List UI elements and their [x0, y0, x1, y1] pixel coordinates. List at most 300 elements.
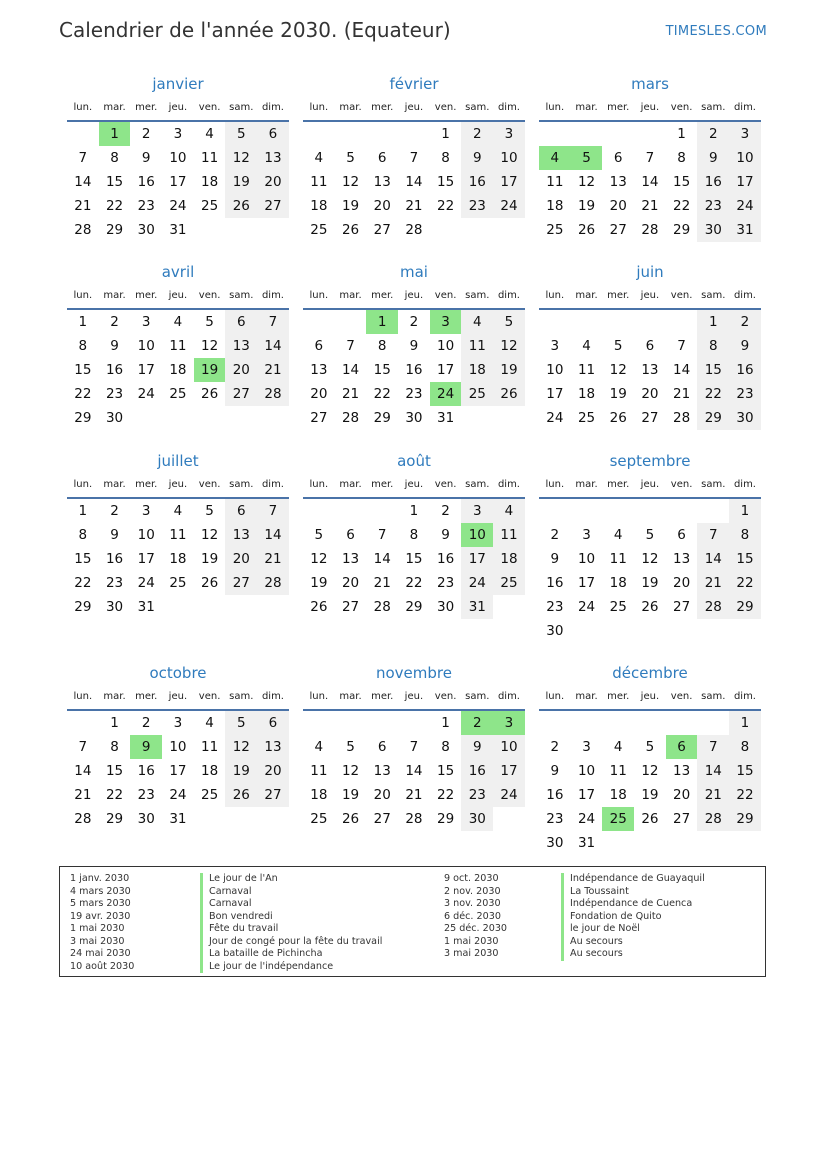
- day-cell[interactable]: 6: [377, 739, 387, 755]
- day-cell[interactable]: 11: [609, 763, 627, 779]
- day-cell[interactable]: 10: [169, 150, 187, 166]
- day-cell[interactable]: 7: [377, 527, 387, 543]
- day-cell[interactable]: 30: [546, 835, 564, 851]
- day-cell[interactable]: 13: [257, 735, 289, 759]
- day-cell[interactable]: 25: [169, 575, 187, 591]
- day-cell[interactable]: 10: [169, 739, 187, 755]
- day-cell[interactable]: 13: [341, 551, 360, 567]
- day-cell[interactable]: 28: [74, 811, 92, 827]
- day-cell[interactable]: 4: [314, 739, 324, 755]
- day-cell[interactable]: 17: [493, 759, 525, 783]
- day-cell[interactable]: 25: [577, 410, 596, 426]
- day-cell[interactable]: 8: [409, 527, 419, 543]
- day-cell[interactable]: 18: [201, 174, 219, 190]
- day-cell[interactable]: 3: [729, 122, 761, 146]
- day-cell[interactable]: 29: [105, 222, 124, 238]
- day-cell[interactable]: 5: [346, 150, 355, 166]
- day-cell[interactable]: 3: [141, 314, 151, 330]
- day-cell[interactable]: 18: [609, 575, 627, 591]
- holiday-day-cell[interactable]: 6: [666, 735, 698, 759]
- day-cell[interactable]: 30: [461, 807, 493, 831]
- day-cell[interactable]: 1: [441, 715, 450, 731]
- day-cell[interactable]: 6: [257, 122, 289, 146]
- day-cell[interactable]: 25: [461, 382, 493, 406]
- day-cell[interactable]: 9: [110, 338, 119, 354]
- day-cell[interactable]: 6: [645, 338, 655, 354]
- day-cell[interactable]: 2: [461, 122, 493, 146]
- day-cell[interactable]: 12: [310, 551, 328, 567]
- day-cell[interactable]: 29: [105, 811, 124, 827]
- day-cell[interactable]: 5: [645, 527, 655, 543]
- day-cell[interactable]: 18: [201, 763, 219, 779]
- day-cell[interactable]: 16: [405, 362, 423, 378]
- day-cell[interactable]: 30: [105, 599, 124, 615]
- day-cell[interactable]: 13: [373, 174, 391, 190]
- day-cell[interactable]: 14: [74, 763, 92, 779]
- day-cell[interactable]: 16: [461, 170, 493, 194]
- day-cell[interactable]: 2: [110, 314, 119, 330]
- day-cell[interactable]: 11: [201, 739, 219, 755]
- day-cell[interactable]: 16: [137, 174, 155, 190]
- day-cell[interactable]: 28: [74, 222, 92, 238]
- day-cell[interactable]: 18: [310, 198, 328, 214]
- day-cell[interactable]: 13: [673, 551, 691, 567]
- holiday-day-cell[interactable]: 3: [430, 310, 462, 334]
- day-cell[interactable]: 31: [137, 599, 155, 615]
- day-cell[interactable]: 30: [437, 599, 455, 615]
- day-cell[interactable]: 2: [110, 503, 119, 519]
- day-cell[interactable]: 8: [729, 523, 761, 547]
- day-cell[interactable]: 24: [493, 783, 525, 807]
- day-cell[interactable]: 29: [729, 807, 761, 831]
- day-cell[interactable]: 27: [257, 194, 289, 218]
- day-cell[interactable]: 29: [697, 406, 729, 430]
- day-cell[interactable]: 21: [257, 547, 289, 571]
- day-cell[interactable]: 26: [341, 222, 360, 238]
- day-cell[interactable]: 2: [409, 314, 419, 330]
- day-cell[interactable]: 28: [641, 222, 659, 238]
- day-cell[interactable]: 5: [613, 338, 623, 354]
- day-cell[interactable]: 17: [137, 551, 155, 567]
- day-cell[interactable]: 27: [673, 811, 691, 827]
- day-cell[interactable]: 21: [405, 787, 423, 803]
- day-cell[interactable]: 26: [201, 386, 219, 402]
- day-cell[interactable]: 12: [493, 334, 525, 358]
- day-cell[interactable]: 16: [697, 170, 729, 194]
- day-cell[interactable]: 28: [341, 410, 360, 426]
- day-cell[interactable]: 17: [169, 763, 187, 779]
- day-cell[interactable]: 29: [437, 811, 455, 827]
- day-cell[interactable]: 13: [373, 763, 391, 779]
- day-cell[interactable]: 23: [697, 194, 729, 218]
- day-cell[interactable]: 1: [110, 715, 119, 731]
- day-cell[interactable]: 5: [205, 503, 214, 519]
- day-cell[interactable]: 9: [550, 551, 560, 567]
- day-cell[interactable]: 8: [441, 739, 450, 755]
- day-cell[interactable]: 14: [697, 759, 729, 783]
- day-cell[interactable]: 30: [405, 410, 423, 426]
- day-cell[interactable]: 5: [225, 711, 257, 735]
- day-cell[interactable]: 22: [729, 783, 761, 807]
- day-cell[interactable]: 22: [105, 787, 124, 803]
- day-cell[interactable]: 24: [729, 194, 761, 218]
- day-cell[interactable]: 8: [697, 334, 729, 358]
- day-cell[interactable]: 22: [405, 575, 423, 591]
- day-cell[interactable]: 27: [225, 382, 257, 406]
- day-cell[interactable]: 11: [201, 150, 219, 166]
- day-cell[interactable]: 31: [169, 811, 187, 827]
- day-cell[interactable]: 30: [105, 410, 124, 426]
- day-cell[interactable]: 30: [697, 218, 729, 242]
- day-cell[interactable]: 1: [78, 314, 88, 330]
- day-cell[interactable]: 19: [577, 198, 596, 214]
- day-cell[interactable]: 29: [74, 599, 92, 615]
- day-cell[interactable]: 7: [677, 338, 686, 354]
- day-cell[interactable]: 12: [201, 527, 219, 543]
- day-cell[interactable]: 12: [225, 146, 257, 170]
- day-cell[interactable]: 14: [257, 523, 289, 547]
- day-cell[interactable]: 21: [257, 358, 289, 382]
- day-cell[interactable]: 6: [346, 527, 355, 543]
- day-cell[interactable]: 21: [405, 198, 423, 214]
- day-cell[interactable]: 23: [437, 575, 455, 591]
- day-cell[interactable]: 1: [697, 310, 729, 334]
- day-cell[interactable]: 31: [729, 218, 761, 242]
- day-cell[interactable]: 7: [78, 739, 88, 755]
- day-cell[interactable]: 23: [729, 382, 761, 406]
- day-cell[interactable]: 8: [677, 150, 686, 166]
- day-cell[interactable]: 27: [373, 811, 391, 827]
- day-cell[interactable]: 20: [673, 575, 691, 591]
- day-cell[interactable]: 10: [546, 362, 564, 378]
- day-cell[interactable]: 1: [729, 711, 761, 735]
- day-cell[interactable]: 8: [110, 150, 119, 166]
- day-cell[interactable]: 23: [461, 194, 493, 218]
- day-cell[interactable]: 16: [137, 763, 155, 779]
- day-cell[interactable]: 29: [373, 410, 391, 426]
- day-cell[interactable]: 13: [609, 174, 627, 190]
- day-cell[interactable]: 15: [405, 551, 423, 567]
- day-cell[interactable]: 8: [110, 739, 119, 755]
- day-cell[interactable]: 1: [677, 126, 686, 142]
- day-cell[interactable]: 26: [225, 194, 257, 218]
- day-cell[interactable]: 5: [645, 739, 655, 755]
- day-cell[interactable]: 25: [201, 198, 219, 214]
- day-cell[interactable]: 2: [141, 715, 151, 731]
- day-cell[interactable]: 17: [729, 170, 761, 194]
- day-cell[interactable]: 16: [546, 787, 564, 803]
- day-cell[interactable]: 10: [437, 338, 455, 354]
- day-cell[interactable]: 22: [437, 198, 455, 214]
- day-cell[interactable]: 5: [205, 314, 214, 330]
- day-cell[interactable]: 17: [461, 547, 493, 571]
- day-cell[interactable]: 1: [441, 126, 450, 142]
- day-cell[interactable]: 22: [74, 386, 92, 402]
- day-cell[interactable]: 2: [550, 739, 560, 755]
- holiday-day-cell[interactable]: 5: [571, 146, 603, 170]
- day-cell[interactable]: 11: [310, 763, 328, 779]
- day-cell[interactable]: 28: [673, 410, 691, 426]
- day-cell[interactable]: 21: [74, 787, 92, 803]
- day-cell[interactable]: 20: [225, 358, 257, 382]
- day-cell[interactable]: 28: [697, 595, 729, 619]
- day-cell[interactable]: 15: [373, 362, 391, 378]
- holiday-day-cell[interactable]: 1: [99, 122, 131, 146]
- day-cell[interactable]: 19: [493, 358, 525, 382]
- day-cell[interactable]: 11: [461, 334, 493, 358]
- day-cell[interactable]: 23: [105, 386, 124, 402]
- day-cell[interactable]: 21: [341, 386, 360, 402]
- day-cell[interactable]: 31: [169, 222, 187, 238]
- day-cell[interactable]: 18: [169, 551, 187, 567]
- day-cell[interactable]: 2: [697, 122, 729, 146]
- day-cell[interactable]: 14: [257, 334, 289, 358]
- day-cell[interactable]: 12: [641, 551, 659, 567]
- day-cell[interactable]: 26: [310, 599, 328, 615]
- day-cell[interactable]: 4: [493, 499, 525, 523]
- day-cell[interactable]: 15: [105, 174, 124, 190]
- day-cell[interactable]: 3: [141, 503, 151, 519]
- day-cell[interactable]: 3: [550, 338, 560, 354]
- day-cell[interactable]: 28: [257, 571, 289, 595]
- day-cell[interactable]: 11: [577, 362, 596, 378]
- day-cell[interactable]: 22: [729, 571, 761, 595]
- day-cell[interactable]: 21: [373, 575, 391, 591]
- day-cell[interactable]: 25: [169, 386, 187, 402]
- day-cell[interactable]: 20: [373, 198, 391, 214]
- day-cell[interactable]: 28: [405, 222, 423, 238]
- day-cell[interactable]: 14: [74, 174, 92, 190]
- day-cell[interactable]: 13: [225, 334, 257, 358]
- day-cell[interactable]: 23: [546, 599, 564, 615]
- day-cell[interactable]: 27: [641, 410, 659, 426]
- day-cell[interactable]: 9: [110, 527, 119, 543]
- day-cell[interactable]: 26: [641, 811, 659, 827]
- day-cell[interactable]: 4: [314, 150, 324, 166]
- day-cell[interactable]: 19: [641, 787, 659, 803]
- day-cell[interactable]: 14: [341, 362, 360, 378]
- day-cell[interactable]: 9: [697, 146, 729, 170]
- day-cell[interactable]: 30: [137, 222, 155, 238]
- day-cell[interactable]: 11: [310, 174, 328, 190]
- day-cell[interactable]: 10: [137, 338, 155, 354]
- day-cell[interactable]: 18: [546, 198, 564, 214]
- day-cell[interactable]: 19: [201, 551, 219, 567]
- day-cell[interactable]: 11: [493, 523, 525, 547]
- day-cell[interactable]: 8: [377, 338, 387, 354]
- day-cell[interactable]: 22: [673, 198, 691, 214]
- day-cell[interactable]: 16: [461, 759, 493, 783]
- day-cell[interactable]: 20: [609, 198, 627, 214]
- day-cell[interactable]: 22: [437, 787, 455, 803]
- day-cell[interactable]: 18: [493, 547, 525, 571]
- day-cell[interactable]: 5: [346, 739, 355, 755]
- day-cell[interactable]: 17: [577, 575, 596, 591]
- day-cell[interactable]: 3: [493, 122, 525, 146]
- day-cell[interactable]: 7: [257, 499, 289, 523]
- day-cell[interactable]: 4: [613, 739, 623, 755]
- day-cell[interactable]: 19: [341, 787, 360, 803]
- day-cell[interactable]: 22: [373, 386, 391, 402]
- day-cell[interactable]: 20: [641, 386, 659, 402]
- day-cell[interactable]: 20: [257, 170, 289, 194]
- day-cell[interactable]: 19: [609, 386, 627, 402]
- day-cell[interactable]: 3: [582, 739, 591, 755]
- day-cell[interactable]: 14: [373, 551, 391, 567]
- day-cell[interactable]: 4: [205, 126, 214, 142]
- day-cell[interactable]: 13: [641, 362, 659, 378]
- day-cell[interactable]: 20: [373, 787, 391, 803]
- day-cell[interactable]: 15: [74, 551, 92, 567]
- day-cell[interactable]: 27: [673, 599, 691, 615]
- day-cell[interactable]: 12: [577, 174, 596, 190]
- day-cell[interactable]: 22: [74, 575, 92, 591]
- day-cell[interactable]: 15: [729, 547, 761, 571]
- day-cell[interactable]: 26: [201, 575, 219, 591]
- day-cell[interactable]: 10: [577, 551, 596, 567]
- day-cell[interactable]: 19: [225, 759, 257, 783]
- day-cell[interactable]: 14: [641, 174, 659, 190]
- day-cell[interactable]: 16: [546, 575, 564, 591]
- day-cell[interactable]: 10: [493, 146, 525, 170]
- day-cell[interactable]: 9: [141, 150, 151, 166]
- day-cell[interactable]: 20: [310, 386, 328, 402]
- day-cell[interactable]: 7: [409, 150, 419, 166]
- day-cell[interactable]: 10: [493, 735, 525, 759]
- day-cell[interactable]: 5: [493, 310, 525, 334]
- day-cell[interactable]: 14: [405, 763, 423, 779]
- day-cell[interactable]: 24: [546, 410, 564, 426]
- day-cell[interactable]: 31: [461, 595, 493, 619]
- day-cell[interactable]: 18: [577, 386, 596, 402]
- day-cell[interactable]: 29: [405, 599, 423, 615]
- day-cell[interactable]: 11: [609, 551, 627, 567]
- day-cell[interactable]: 21: [641, 198, 659, 214]
- day-cell[interactable]: 19: [641, 575, 659, 591]
- day-cell[interactable]: 21: [74, 198, 92, 214]
- day-cell[interactable]: 22: [697, 382, 729, 406]
- day-cell[interactable]: 7: [78, 150, 88, 166]
- day-cell[interactable]: 26: [341, 811, 360, 827]
- day-cell[interactable]: 2: [729, 310, 761, 334]
- holiday-day-cell[interactable]: 4: [539, 146, 571, 170]
- day-cell[interactable]: 15: [729, 759, 761, 783]
- day-cell[interactable]: 25: [310, 222, 328, 238]
- day-cell[interactable]: 15: [74, 362, 92, 378]
- day-cell[interactable]: 29: [74, 410, 92, 426]
- day-cell[interactable]: 26: [577, 222, 596, 238]
- day-cell[interactable]: 6: [377, 150, 387, 166]
- day-cell[interactable]: 15: [673, 174, 691, 190]
- day-cell[interactable]: 8: [78, 527, 88, 543]
- holiday-day-cell[interactable]: 10: [461, 523, 493, 547]
- day-cell[interactable]: 4: [173, 503, 183, 519]
- day-cell[interactable]: 4: [461, 310, 493, 334]
- day-cell[interactable]: 11: [169, 527, 187, 543]
- day-cell[interactable]: 14: [697, 547, 729, 571]
- day-cell[interactable]: 4: [582, 338, 591, 354]
- day-cell[interactable]: 16: [105, 551, 124, 567]
- day-cell[interactable]: 12: [225, 735, 257, 759]
- day-cell[interactable]: 18: [609, 787, 627, 803]
- day-cell[interactable]: 16: [729, 358, 761, 382]
- day-cell[interactable]: 23: [546, 811, 564, 827]
- day-cell[interactable]: 24: [577, 811, 596, 827]
- day-cell[interactable]: 3: [582, 527, 591, 543]
- day-cell[interactable]: 23: [405, 386, 423, 402]
- day-cell[interactable]: 24: [137, 386, 155, 402]
- day-cell[interactable]: 24: [461, 571, 493, 595]
- day-cell[interactable]: 5: [225, 122, 257, 146]
- day-cell[interactable]: 18: [461, 358, 493, 382]
- day-cell[interactable]: 28: [257, 382, 289, 406]
- day-cell[interactable]: 6: [677, 527, 686, 543]
- day-cell[interactable]: 7: [346, 338, 355, 354]
- day-cell[interactable]: 13: [673, 763, 691, 779]
- day-cell[interactable]: 30: [137, 811, 155, 827]
- day-cell[interactable]: 9: [461, 735, 493, 759]
- holiday-day-cell[interactable]: 24: [430, 382, 462, 406]
- day-cell[interactable]: 6: [225, 499, 257, 523]
- day-cell[interactable]: 24: [169, 198, 187, 214]
- day-cell[interactable]: 4: [205, 715, 214, 731]
- day-cell[interactable]: 23: [137, 198, 155, 214]
- day-cell[interactable]: 29: [673, 222, 691, 238]
- day-cell[interactable]: 28: [697, 807, 729, 831]
- day-cell[interactable]: 4: [613, 527, 623, 543]
- day-cell[interactable]: 25: [493, 571, 525, 595]
- day-cell[interactable]: 24: [137, 575, 155, 591]
- day-cell[interactable]: 20: [257, 759, 289, 783]
- holiday-day-cell[interactable]: 9: [130, 735, 162, 759]
- day-cell[interactable]: 10: [577, 763, 596, 779]
- day-cell[interactable]: 6: [314, 338, 324, 354]
- day-cell[interactable]: 12: [341, 174, 360, 190]
- day-cell[interactable]: 22: [105, 198, 124, 214]
- day-cell[interactable]: 23: [105, 575, 124, 591]
- day-cell[interactable]: 2: [141, 126, 151, 142]
- day-cell[interactable]: 7: [697, 735, 729, 759]
- day-cell[interactable]: 12: [641, 763, 659, 779]
- day-cell[interactable]: 31: [577, 835, 596, 851]
- day-cell[interactable]: 14: [673, 362, 691, 378]
- day-cell[interactable]: 6: [613, 150, 623, 166]
- day-cell[interactable]: 25: [546, 222, 564, 238]
- day-cell[interactable]: 1: [729, 499, 761, 523]
- day-cell[interactable]: 3: [173, 126, 183, 142]
- day-cell[interactable]: 25: [310, 811, 328, 827]
- day-cell[interactable]: 15: [437, 174, 455, 190]
- day-cell[interactable]: 29: [729, 595, 761, 619]
- day-cell[interactable]: 30: [729, 406, 761, 430]
- day-cell[interactable]: 25: [201, 787, 219, 803]
- day-cell[interactable]: 2: [550, 527, 560, 543]
- day-cell[interactable]: 14: [405, 174, 423, 190]
- day-cell[interactable]: 6: [225, 310, 257, 334]
- day-cell[interactable]: 7: [257, 310, 289, 334]
- day-cell[interactable]: 26: [609, 410, 627, 426]
- day-cell[interactable]: 9: [729, 334, 761, 358]
- day-cell[interactable]: 30: [546, 623, 564, 639]
- day-cell[interactable]: 27: [225, 571, 257, 595]
- day-cell[interactable]: 17: [437, 362, 455, 378]
- day-cell[interactable]: 11: [169, 338, 187, 354]
- day-cell[interactable]: 27: [373, 222, 391, 238]
- day-cell[interactable]: 27: [257, 783, 289, 807]
- day-cell[interactable]: 12: [201, 338, 219, 354]
- day-cell[interactable]: 1: [78, 503, 88, 519]
- day-cell[interactable]: 25: [609, 599, 627, 615]
